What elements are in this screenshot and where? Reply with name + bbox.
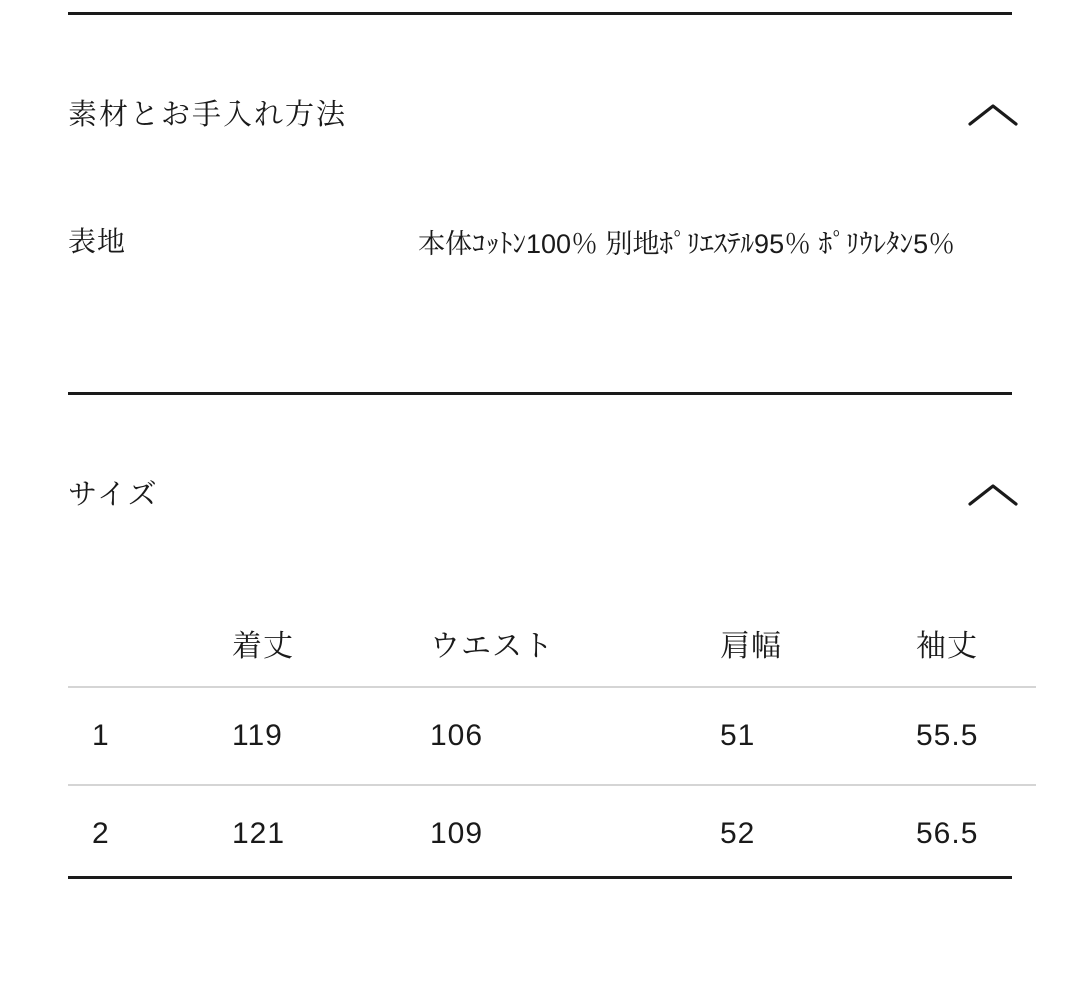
cell-shoulder: 51 (720, 719, 756, 752)
divider-top (68, 12, 1012, 15)
cell-waist: 106 (430, 719, 484, 752)
size-table (68, 600, 1036, 882)
cell-waist: 109 (430, 785, 720, 882)
size-table-head (68, 600, 1036, 687)
cell-size-label: 1 (92, 719, 110, 752)
table-row (68, 785, 1036, 882)
table-header-row (68, 600, 1036, 687)
column-header-length: 着丈 (232, 600, 430, 687)
column-header-waist: ウエスト (430, 600, 720, 687)
column-header-sleeve: 袖丈 (916, 600, 1036, 687)
cell-length: 121 (232, 785, 430, 882)
chevron-up-icon[interactable] (966, 480, 1020, 510)
size-table-body (68, 687, 1036, 882)
table-row (68, 687, 1036, 785)
cell-sleeve: 56.5 (916, 785, 1036, 882)
material-row (68, 222, 1012, 267)
cell-length: 119 (232, 719, 283, 752)
section-title-material: 素材とお手入れ方法 (68, 99, 348, 131)
material-label: 表地 (68, 226, 127, 257)
divider-middle (68, 392, 1012, 395)
section-header-size[interactable] (68, 478, 1020, 513)
section-header-material[interactable] (68, 98, 1020, 133)
cell-shoulder: 52 (720, 785, 916, 882)
cell-sleeve: 55.5 (916, 719, 979, 752)
divider-bottom (68, 876, 1012, 879)
cell-size-label: 2 (68, 785, 232, 882)
column-header-size (68, 600, 232, 687)
section-title-size: サイズ (68, 479, 159, 511)
material-value: 本体ｺｯﾄﾝ100％ 別地ﾎﾟﾘｴｽﾃﾙ95％ ﾎﾟﾘｳﾚﾀﾝ5％ (418, 229, 956, 259)
chevron-up-icon[interactable] (966, 100, 1020, 130)
column-header-shoulder: 肩幅 (720, 600, 916, 687)
